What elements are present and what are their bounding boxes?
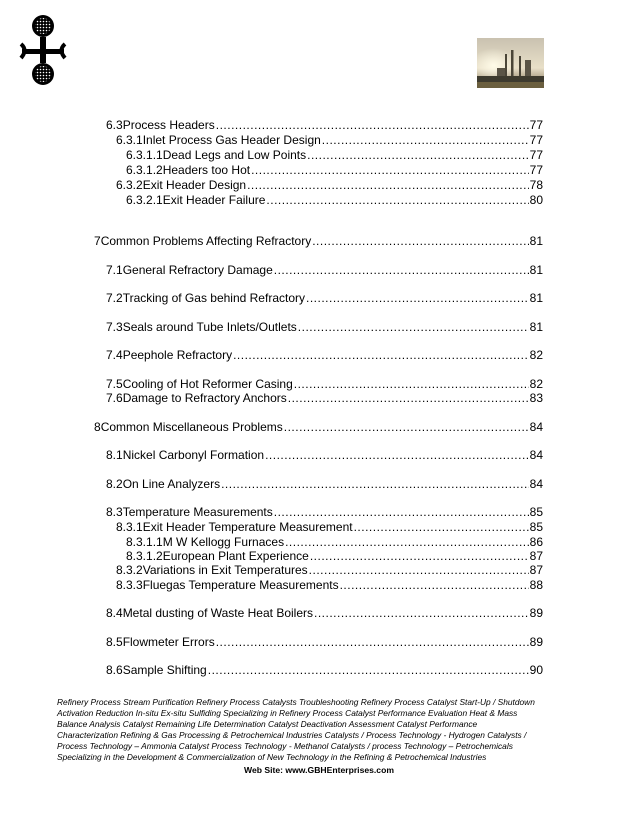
toc-title: Sample Shifting: [122, 663, 207, 677]
toc-number: 6.3.1.1: [126, 148, 163, 162]
toc-entry[interactable]: [106, 320, 543, 335]
toc-entry[interactable]: [106, 505, 543, 520]
toc-page: 82: [529, 377, 543, 391]
toc-entry[interactable]: [94, 420, 543, 435]
toc-leader: [340, 578, 529, 593]
toc-leader: [266, 193, 528, 208]
toc-page: 89: [529, 635, 543, 649]
toc-leader: [294, 377, 529, 392]
toc-title: Exit Header Temperature Measurement: [142, 520, 353, 534]
toc-number: 8.3.2: [116, 563, 143, 577]
toc-entry[interactable]: [126, 163, 543, 178]
toc-title: Exit Header Design: [142, 178, 247, 192]
toc-number: 8.1: [106, 448, 123, 462]
toc-entry[interactable]: [106, 606, 543, 621]
toc-number: 6.3.2.1: [126, 193, 163, 207]
toc-title: Seals around Tube Inlets/Outlets: [122, 320, 297, 334]
toc-entry[interactable]: [106, 377, 543, 392]
toc-title: On Line Analyzers: [122, 477, 221, 491]
toc-number: 8.3.1.2: [126, 549, 163, 563]
toc-number: 6.3.1: [116, 133, 143, 147]
toc-number: 6.3.2: [116, 178, 143, 192]
toc-page: 80: [529, 193, 543, 207]
toc-entry[interactable]: [126, 549, 543, 564]
toc-title: M W Kellogg Furnaces: [162, 535, 285, 549]
toc-leader: [322, 133, 529, 148]
toc-entry[interactable]: [116, 578, 543, 593]
toc-leader: [310, 549, 529, 564]
footer-line: Balance Analysis Catalyst Remaining Life Determination Catalyst Deactivation Assessment Catalyst Performance: [57, 719, 478, 729]
footer-line: Process Technology – Ammonia Catalyst Process Technology - Methanol Catalysts / process Technology – Petrochemicals: [57, 741, 513, 751]
toc-page: 85: [529, 520, 543, 534]
toc-number: 7.5: [106, 377, 123, 391]
toc-page: 82: [529, 348, 543, 362]
toc-title: Tracking of Gas behind Refractory: [122, 291, 305, 305]
toc-number: 8.3.3: [116, 578, 143, 592]
toc-leader: [221, 477, 529, 492]
toc-number: 8: [94, 420, 101, 434]
toc-entry[interactable]: [106, 263, 543, 278]
toc-entry[interactable]: [106, 291, 543, 306]
toc-entry[interactable]: [106, 635, 543, 650]
toc-number: 6.3: [106, 118, 123, 132]
toc-title: Cooling of Hot Reformer Casing: [122, 377, 293, 391]
toc-page: 77: [529, 148, 543, 162]
footer-line: Characterization Refining & Gas Processing & Petrochemical Industries Catalysts / Process Technology - Hydrogen Catalysts /: [57, 730, 527, 740]
toc-leader: [307, 148, 529, 163]
toc-leader: [309, 563, 529, 578]
toc-number: 8.3.1.1: [126, 535, 163, 549]
toc-page: 87: [529, 563, 543, 577]
toc-page: 85: [529, 505, 543, 519]
toc-title: Headers too Hot: [162, 163, 251, 177]
toc-leader: [354, 520, 529, 535]
toc-page: 84: [529, 448, 543, 462]
toc-title: Process Headers: [122, 118, 215, 132]
toc-leader: [216, 118, 529, 133]
toc-leader: [233, 348, 529, 363]
toc-entry[interactable]: [126, 193, 543, 208]
toc-title: Exit Header Failure: [162, 193, 266, 207]
toc-entry[interactable]: [116, 133, 543, 148]
toc-leader: [247, 178, 529, 193]
toc-title: General Refractory Damage: [122, 263, 273, 277]
toc-page: 77: [529, 133, 543, 147]
footer-description: [57, 697, 547, 763]
toc-title: Variations in Exit Temperatures: [142, 563, 308, 577]
toc-leader: [274, 505, 529, 520]
website-link[interactable]: Web Site: www.GBHEnterprises.com: [244, 765, 394, 775]
toc-title: Inlet Process Gas Header Design: [142, 133, 321, 147]
toc-leader: [285, 535, 529, 550]
toc-number: 8.5: [106, 635, 123, 649]
toc-page: 84: [529, 420, 543, 434]
toc-title: Metal dusting of Waste Heat Boilers: [122, 606, 313, 620]
toc-page: 81: [529, 234, 543, 248]
toc-page: 81: [529, 320, 543, 334]
toc-leader: [216, 635, 529, 650]
toc-number: 8.2: [106, 477, 123, 491]
toc-entry[interactable]: [106, 118, 543, 133]
toc-entry[interactable]: [116, 520, 543, 535]
toc-number: 7: [94, 234, 101, 248]
toc-entry[interactable]: [106, 477, 543, 492]
toc-number: 8.6: [106, 663, 123, 677]
toc-entry[interactable]: [116, 563, 543, 578]
toc-page: 77: [529, 163, 543, 177]
toc-page: 81: [529, 263, 543, 277]
toc-page: 83: [529, 391, 543, 405]
toc-leader: [288, 391, 529, 406]
toc-title: Fluegas Temperature Measurements: [142, 578, 339, 592]
toc-title: Flowmeter Errors: [122, 635, 215, 649]
toc-title: European Plant Experience: [162, 549, 309, 563]
refinery-photo: [477, 38, 544, 88]
toc-title: Dead Legs and Low Points: [162, 148, 307, 162]
toc-title: Peephole Refractory: [122, 348, 233, 362]
toc-title: Nickel Carbonyl Formation: [122, 448, 265, 462]
toc-title: Damage to Refractory Anchors: [122, 391, 287, 405]
toc-number: 7.4: [106, 348, 123, 362]
toc-leader: [298, 320, 529, 335]
toc-number: 8.3: [106, 505, 123, 519]
toc-leader: [208, 663, 529, 678]
toc-number: 7.1: [106, 263, 123, 277]
toc-entry[interactable]: [106, 448, 543, 463]
toc-entry[interactable]: [126, 535, 543, 550]
toc-leader: [265, 448, 529, 463]
toc-title: Temperature Measurements: [122, 505, 273, 519]
toc-entry[interactable]: [106, 348, 543, 363]
toc-entry[interactable]: [116, 178, 543, 193]
toc-page: 84: [529, 477, 543, 491]
toc-entry[interactable]: [126, 148, 543, 163]
toc-page: 87: [529, 549, 543, 563]
toc-number: 8.3.1: [116, 520, 143, 534]
toc-entry[interactable]: [94, 234, 543, 249]
toc-leader: [306, 291, 529, 306]
toc-entry[interactable]: [106, 391, 543, 406]
toc-leader: [312, 234, 528, 249]
toc-page: 89: [529, 606, 543, 620]
footer-line: Activation Reduction In-situ Ex-situ Sulfiding Specializing in Refinery Process Catalyst Performance Evaluation Heat & Mass: [57, 708, 518, 718]
toc-title: Common Miscellaneous Problems: [100, 420, 283, 434]
toc-title: Common Problems Affecting Refractory: [100, 234, 312, 248]
gbh-logo-icon: [18, 14, 68, 86]
toc-leader: [251, 163, 529, 178]
toc-page: 88: [529, 578, 543, 592]
toc-page: 90: [529, 663, 543, 677]
toc-page: 77: [529, 118, 543, 132]
toc-page: 81: [529, 291, 543, 305]
toc-leader: [274, 263, 529, 278]
toc-number: 7.3: [106, 320, 123, 334]
toc-entry[interactable]: [106, 663, 543, 678]
toc-leader: [314, 606, 529, 621]
toc-number: 8.4: [106, 606, 123, 620]
toc-leader: [284, 420, 529, 435]
toc-page: 86: [529, 535, 543, 549]
toc-page: 78: [529, 178, 543, 192]
footer-line: Specializing in the Development & Commercialization of New Technology in the Refining & Petrochemical Industries: [57, 752, 487, 762]
toc-number: 6.3.1.2: [126, 163, 163, 177]
footer-line: Refinery Process Stream Purification Refinery Process Catalysts Troubleshooting Refinery Process Catalyst Start-Up / Shutdown: [57, 697, 535, 707]
toc-number: 7.6: [106, 391, 123, 405]
toc-number: 7.2: [106, 291, 123, 305]
